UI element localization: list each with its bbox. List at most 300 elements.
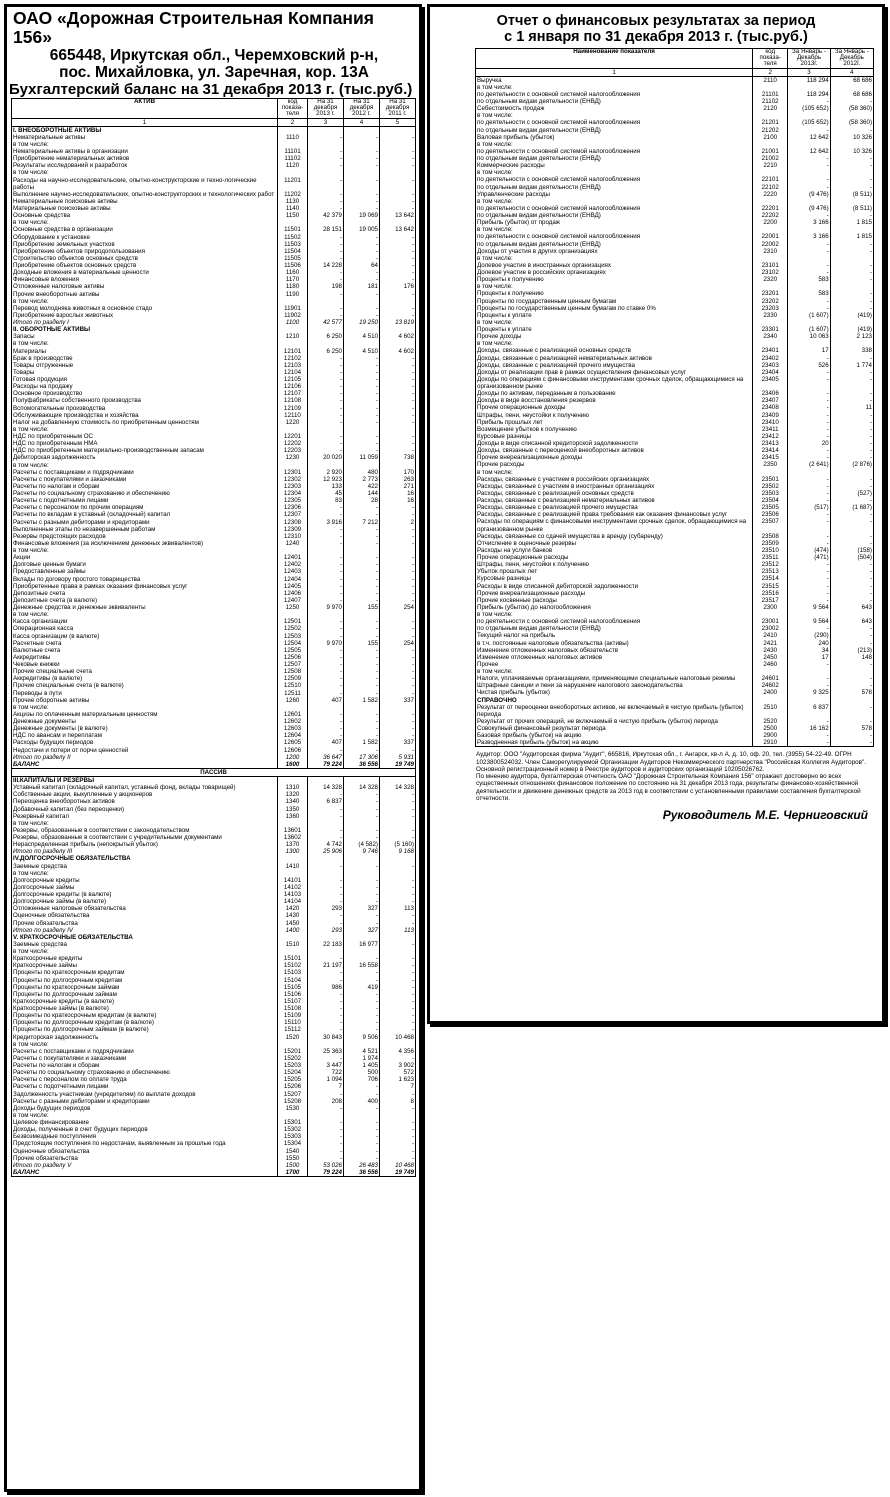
balance-cell: - — [344, 1148, 380, 1155]
balance-row — [12, 1148, 416, 1155]
balance-cell: 3 902 — [380, 1062, 416, 1069]
income-cell: - — [830, 590, 873, 597]
balance-cell: - — [380, 162, 416, 169]
balance-cell: 1260 — [278, 697, 308, 704]
balance-cell: 422 — [344, 483, 380, 490]
income-cell: Доходы, связанные с реализацией нематериальных активов — [477, 354, 652, 362]
balance-cell: - — [344, 1012, 380, 1019]
balance-cell: - — [380, 920, 416, 927]
balance-row — [12, 633, 416, 640]
balance-cell: 15205 — [278, 1076, 308, 1083]
income-row — [476, 739, 874, 747]
income-statement-table — [475, 48, 874, 747]
balance-cell: - — [344, 561, 380, 568]
balance-row — [12, 519, 416, 526]
balance-cell: 22 183 — [308, 941, 344, 948]
balance-row — [12, 969, 416, 976]
balance-cell: 9 506 — [344, 1034, 380, 1041]
income-cell: - — [788, 454, 830, 461]
income-cell: - — [788, 511, 830, 518]
income-cell: Совокупный финансовый результат периода — [477, 725, 606, 733]
income-cell: 23503 — [753, 490, 788, 497]
balance-cell: - — [380, 661, 416, 668]
balance-cell: - — [344, 668, 380, 675]
balance-row — [12, 348, 416, 355]
income-cell: - — [788, 369, 830, 376]
income-cell: 23512 — [753, 561, 788, 568]
balance-cell: - — [308, 625, 344, 632]
balance-cell: - — [308, 791, 344, 798]
balance-cell: - — [344, 732, 380, 739]
balance-cell — [380, 219, 416, 226]
income-header-row — [476, 49, 874, 69]
balance-cell: 3 916 — [308, 519, 344, 526]
income-cell: 2900 — [753, 732, 788, 739]
balance-cell: Вклады по договору простого товарищества — [13, 575, 141, 583]
balance-cell: Расчеты с подотчетными лицами — [13, 1083, 109, 1091]
balance-cell: - — [380, 827, 416, 834]
balance-cell: 14 328 — [308, 784, 344, 791]
income-cell: в том числе: — [477, 254, 513, 262]
balance-cell: - — [380, 1133, 416, 1140]
income-cell: 23102 — [753, 269, 788, 276]
income-row — [476, 347, 874, 354]
income-cell: - — [830, 305, 873, 312]
balance-cell: - — [344, 1083, 380, 1090]
balance-cell: - — [344, 977, 380, 984]
income-row — [476, 668, 874, 675]
balance-header-cell: На 31 декабря 2011 г. — [380, 99, 416, 119]
income-row — [476, 597, 874, 604]
income-cell: по деятельности с основной системой налогообложения — [477, 618, 641, 626]
balance-cell: - — [308, 863, 344, 870]
balance-cell: - — [380, 148, 416, 155]
balance-cell: Налог на добавленную стоимость по приобретенным ценностям — [13, 418, 199, 426]
balance-cell: 1400 — [278, 927, 308, 934]
balance-cell: Резервный капитал — [13, 812, 70, 820]
balance-cell: - — [380, 1119, 416, 1126]
income-body — [476, 76, 874, 747]
income-row — [476, 141, 874, 148]
income-cell: Долевое участие в российских организациях — [477, 269, 606, 277]
balance-cell: Финансовые вложения (за исключением денежных эквивалентов) — [13, 539, 204, 547]
balance-cell: - — [344, 397, 380, 404]
income-cell: - — [788, 248, 830, 255]
income-colnum-cell: 4 — [830, 68, 873, 76]
income-cell: - — [788, 390, 830, 397]
income-cell: 21102 — [753, 98, 788, 105]
income-cell: 2910 — [753, 739, 788, 747]
income-cell: 24601 — [753, 675, 788, 682]
income-cell: 1 774 — [830, 362, 873, 369]
income-cell: Текущий налог на прибыль — [477, 632, 556, 640]
income-cell: 2500 — [753, 725, 788, 732]
balance-cell: - — [380, 977, 416, 984]
balance-cell: 1150 — [278, 212, 308, 219]
balance-cell: 181 — [344, 283, 380, 290]
balance-cell: в том числе: — [13, 1040, 49, 1048]
income-row — [476, 611, 874, 618]
balance-cell: Приобретение нематериальных активов — [13, 155, 130, 163]
income-row — [476, 404, 874, 411]
balance-cell: - — [308, 827, 344, 834]
balance-row — [12, 333, 416, 340]
balance-cell — [380, 777, 416, 785]
income-cell: Прибыль прошлых лет — [477, 418, 543, 426]
balance-cell: 15108 — [278, 1005, 308, 1012]
balance-header-cell: код показа-теля — [278, 99, 308, 119]
income-cell: - — [788, 447, 830, 454]
balance-cell: 53 026 — [308, 1162, 344, 1169]
balance-cell: 1 405 — [344, 1062, 380, 1069]
income-statement-title — [430, 7, 882, 45]
income-cell: - — [788, 490, 830, 497]
income-row — [476, 76, 874, 84]
income-cell — [788, 668, 830, 675]
income-cell: 2330 — [753, 312, 788, 319]
income-cell — [788, 611, 830, 618]
income-row — [476, 604, 874, 611]
balance-row — [12, 440, 416, 447]
income-cell: - — [830, 661, 873, 668]
balance-cell: - — [380, 633, 416, 640]
balance-cell: Нематериальные поисковые активы — [13, 197, 118, 205]
balance-cell: Прочие внеоборотные активы — [13, 290, 100, 298]
balance-cell: 12601 — [278, 711, 308, 718]
income-cell: - — [830, 704, 873, 718]
balance-cell: 1200 — [278, 754, 308, 761]
income-cell: - — [830, 248, 873, 255]
income-row — [476, 704, 874, 718]
balance-row — [12, 1012, 416, 1019]
balance-cell: 83 — [308, 497, 344, 504]
income-row — [476, 155, 874, 162]
balance-row — [12, 1069, 416, 1076]
income-row — [476, 326, 874, 333]
balance-cell: - — [380, 625, 416, 632]
income-cell: 23415 — [753, 454, 788, 461]
balance-cell: Заемные средства — [13, 940, 67, 948]
balance-cell: 155 — [344, 604, 380, 611]
income-row — [476, 269, 874, 276]
balance-cell: в том числе: — [13, 425, 49, 433]
balance-cell: 14 328 — [380, 784, 416, 791]
income-cell: Доходы в виде восстановления резервов — [477, 397, 596, 405]
balance-cell: 21 197 — [308, 962, 344, 969]
balance-cell: - — [308, 1140, 344, 1147]
balance-cell — [344, 948, 380, 955]
balance-cell: 15303 — [278, 1133, 308, 1140]
income-row — [476, 511, 874, 518]
income-cell: 2320 — [753, 276, 788, 283]
balance-cell: - — [380, 540, 416, 547]
income-cell — [830, 469, 873, 476]
balance-cell: - — [380, 177, 416, 191]
balance-cell: - — [380, 533, 416, 540]
balance-row — [12, 927, 416, 934]
balance-cell: - — [344, 383, 380, 390]
balance-cell: - — [344, 390, 380, 397]
balance-cell: НДС по приобретенным НМА — [13, 440, 98, 448]
balance-cell: Расчеты с подотчетными лицами — [13, 497, 109, 505]
income-cell: Проценты к уплате — [477, 311, 532, 319]
income-cell: (517) — [788, 504, 830, 511]
balance-cell: - — [380, 561, 416, 568]
balance-cell: Расчеты по социальному страхованию и обеспечению — [13, 490, 170, 498]
balance-cell: 706 — [344, 1076, 380, 1083]
balance-cell — [380, 547, 416, 554]
balance-cell: 1450 — [278, 920, 308, 927]
balance-cell: II. ОБОРОТНЫЕ АКТИВЫ — [13, 326, 91, 334]
income-cell: - — [788, 176, 830, 183]
income-cell: в том числе: — [477, 668, 513, 676]
balance-row — [12, 1062, 416, 1069]
balance-cell: 12201 — [278, 433, 308, 440]
balance-row — [12, 747, 416, 754]
balance-cell: Акцизы по оплаченным материальным ценностям — [13, 710, 158, 718]
balance-row — [12, 355, 416, 362]
income-cell: - — [788, 419, 830, 426]
balance-cell: 12507 — [278, 661, 308, 668]
income-cell: 23408 — [753, 404, 788, 411]
balance-cell: - — [308, 362, 344, 369]
income-cell: - — [788, 305, 830, 312]
balance-cell: 14104 — [278, 898, 308, 905]
balance-cell: 254 — [380, 604, 416, 611]
balance-cell — [308, 1112, 344, 1119]
balance-cell: 16 977 — [344, 941, 380, 948]
balance-row — [12, 369, 416, 376]
income-cell: в том числе: — [477, 611, 513, 619]
balance-cell: - — [308, 1105, 344, 1112]
balance-cell: Резервы, образованные в соответствии с учредительными документами — [13, 834, 222, 842]
balance-row — [12, 255, 416, 262]
balance-cell: Касса организации — [13, 618, 68, 626]
balance-row — [12, 611, 416, 618]
income-cell: - — [788, 675, 830, 682]
balance-row — [12, 533, 416, 540]
income-cell: - — [788, 476, 830, 483]
balance-cell: - — [380, 597, 416, 604]
balance-cell: - — [380, 962, 416, 969]
balance-row — [12, 898, 416, 905]
balance-cell: Основные средства — [13, 212, 71, 220]
balance-cell: - — [344, 568, 380, 575]
balance-row — [12, 554, 416, 561]
income-cell: 2210 — [753, 162, 788, 169]
balance-cell: - — [380, 955, 416, 962]
income-cell: - — [830, 497, 873, 504]
balance-cell: в том числе: — [13, 547, 49, 555]
income-row — [476, 518, 874, 532]
balance-cell: 1410 — [278, 863, 308, 870]
income-cell: (105 652) — [788, 119, 830, 126]
balance-cell: Доходные вложения в материальные ценности — [13, 269, 149, 277]
balance-cell: 337 — [380, 739, 416, 746]
balance-cell: Денежные средства и денежные эквиваленты — [13, 604, 146, 612]
income-row — [476, 390, 874, 397]
income-cell: Доходы от реализации прав в рамках осуществления финансовых услуг — [477, 368, 687, 376]
balance-cell: - — [344, 711, 380, 718]
income-cell: Расходы, связанные с реализацией права требования как оказания финансовых услуг — [477, 511, 728, 519]
balance-cell: - — [344, 504, 380, 511]
income-cell: 643 — [830, 604, 873, 611]
income-cell: 22201 — [753, 205, 788, 212]
income-cell: 20 — [788, 440, 830, 447]
income-cell: Налоги, уплачиваемые организациями, применяющими специальные налоговые режимы — [477, 675, 736, 683]
balance-cell — [344, 611, 380, 618]
balance-cell: 10 468 — [380, 1034, 416, 1041]
balance-cell: 15102 — [278, 962, 308, 969]
income-row — [476, 469, 874, 476]
balance-cell: - — [380, 1012, 416, 1019]
income-cell: Прочие внереализационные доходы — [477, 454, 583, 462]
income-row — [476, 340, 874, 347]
balance-cell: 1350 — [278, 806, 308, 813]
balance-row — [12, 497, 416, 504]
income-cell: (9 476) — [788, 205, 830, 212]
balance-row — [12, 134, 416, 141]
balance-cell — [308, 547, 344, 554]
balance-cell: Заемные средства — [13, 862, 67, 870]
balance-body — [12, 126, 416, 1176]
balance-cell: - — [308, 747, 344, 754]
balance-cell: Кредиторская задолженность — [13, 1033, 99, 1041]
balance-cell: 1340 — [278, 798, 308, 805]
balance-cell: Расходы на продажу — [13, 383, 73, 391]
balance-cell: 79 224 — [308, 761, 344, 769]
balance-cell: - — [344, 690, 380, 697]
balance-cell: 12511 — [278, 690, 308, 697]
income-cell: 23514 — [753, 575, 788, 582]
balance-cell: - — [344, 405, 380, 412]
balance-cell: Операционная касса — [13, 625, 74, 633]
balance-cell: 12109 — [278, 405, 308, 412]
income-cell: в том числе: — [477, 318, 513, 326]
income-cell: Курсовые разницы — [477, 432, 532, 440]
income-cell: - — [788, 590, 830, 597]
balance-cell — [308, 169, 344, 176]
balance-row — [12, 583, 416, 590]
income-cell: 23517 — [753, 597, 788, 604]
balance-cell: Приобретенные права в рамках оказания финансовых услуг — [13, 582, 188, 590]
balance-cell — [308, 870, 344, 877]
balance-cell: - — [344, 633, 380, 640]
income-cell: 68 686 — [830, 76, 873, 84]
balance-row — [12, 326, 416, 333]
income-cell: Выручка — [477, 76, 502, 84]
balance-cell: - — [308, 1026, 344, 1033]
balance-cell: - — [380, 397, 416, 404]
income-cell: 22202 — [753, 212, 788, 219]
balance-cell — [308, 855, 344, 862]
income-cell: 21001 — [753, 148, 788, 155]
balance-cell: 1160 — [278, 269, 308, 276]
income-cell: 23501 — [753, 476, 788, 483]
income-cell: в том числе: — [477, 340, 513, 348]
income-cell: 23511 — [753, 554, 788, 561]
balance-cell: 15208 — [278, 1098, 308, 1105]
balance-cell: БАЛАНС — [13, 760, 40, 768]
balance-cell — [380, 820, 416, 827]
balance-cell: Предстоящие поступления по недостачам, выявленным за прошлые года — [13, 1140, 226, 1148]
balance-cell: - — [344, 355, 380, 362]
income-cell: Доходы, связанные с реализацией прочего имущества — [477, 361, 635, 369]
balance-cell: 722 — [308, 1069, 344, 1076]
balance-cell: 13 642 — [380, 226, 416, 233]
balance-cell: 480 — [344, 469, 380, 476]
income-cell: Прочие расходы — [477, 461, 525, 469]
balance-cell: Переоценка внеоборотных активов — [13, 798, 115, 806]
balance-cell: - — [308, 583, 344, 590]
balance-cell: - — [344, 747, 380, 754]
income-cell: - — [788, 155, 830, 162]
balance-cell: 45 — [308, 490, 344, 497]
income-header-cell: За Январь - Декабрь 2013г. — [788, 49, 830, 69]
balance-row — [12, 1026, 416, 1033]
balance-cell: - — [308, 134, 344, 141]
balance-cell: - — [308, 597, 344, 604]
income-cell: 23201 — [753, 290, 788, 297]
balance-cell: - — [308, 1155, 344, 1162]
income-cell: 23413 — [753, 440, 788, 447]
balance-cell: 15110 — [278, 1019, 308, 1026]
balance-cell: Отложенные налоговые активы — [13, 283, 105, 291]
income-cell: по отдельным видам деятельности (ЕНВД) — [477, 183, 601, 191]
income-statement-title-line-1: Отчет о финансовых результатах за период — [496, 13, 816, 29]
balance-cell: 12402 — [278, 561, 308, 568]
balance-row — [12, 661, 416, 668]
balance-cell: 254 — [380, 640, 416, 647]
income-cell: - — [788, 262, 830, 269]
income-row — [476, 426, 874, 433]
company-name: ОАО «Дорожная Строительная Компания 156» — [13, 8, 374, 47]
balance-cell: 293 — [308, 905, 344, 912]
balance-cell: - — [308, 1055, 344, 1062]
income-cell: Коммерческие расходы — [477, 162, 545, 170]
income-cell: 9 564 — [788, 604, 830, 611]
balance-cell: - — [344, 412, 380, 419]
income-cell: 643 — [830, 618, 873, 625]
balance-cell: 198 — [308, 283, 344, 290]
balance-row — [12, 376, 416, 383]
balance-cell: 11202 — [278, 191, 308, 198]
income-cell: в том числе: — [477, 112, 513, 120]
balance-cell: 11506 — [278, 262, 308, 269]
balance-row — [12, 383, 416, 390]
balance-cell: 13601 — [278, 827, 308, 834]
balance-cell: - — [380, 863, 416, 870]
income-cell: 21201 — [753, 119, 788, 126]
balance-cell: - — [308, 205, 344, 212]
balance-cell: - — [344, 526, 380, 533]
balance-cell: Прочие специальные счета (в валюте) — [13, 682, 124, 690]
income-cell: Расходы, связанные с участием в российских организациях — [477, 475, 650, 483]
balance-cell: 6 250 — [308, 348, 344, 355]
income-cell: 23505 — [753, 504, 788, 511]
income-cell: - — [788, 739, 830, 747]
balance-cell: 11504 — [278, 248, 308, 255]
balance-cell: - — [380, 447, 416, 454]
balance-cell: - — [344, 1155, 380, 1162]
balance-row — [12, 1140, 416, 1147]
balance-cell: 113 — [380, 927, 416, 934]
income-cell: в том числе: — [477, 169, 513, 177]
balance-cell: 12602 — [278, 718, 308, 725]
income-row — [476, 169, 874, 176]
income-cell: - — [830, 426, 873, 433]
balance-cell: - — [308, 654, 344, 661]
